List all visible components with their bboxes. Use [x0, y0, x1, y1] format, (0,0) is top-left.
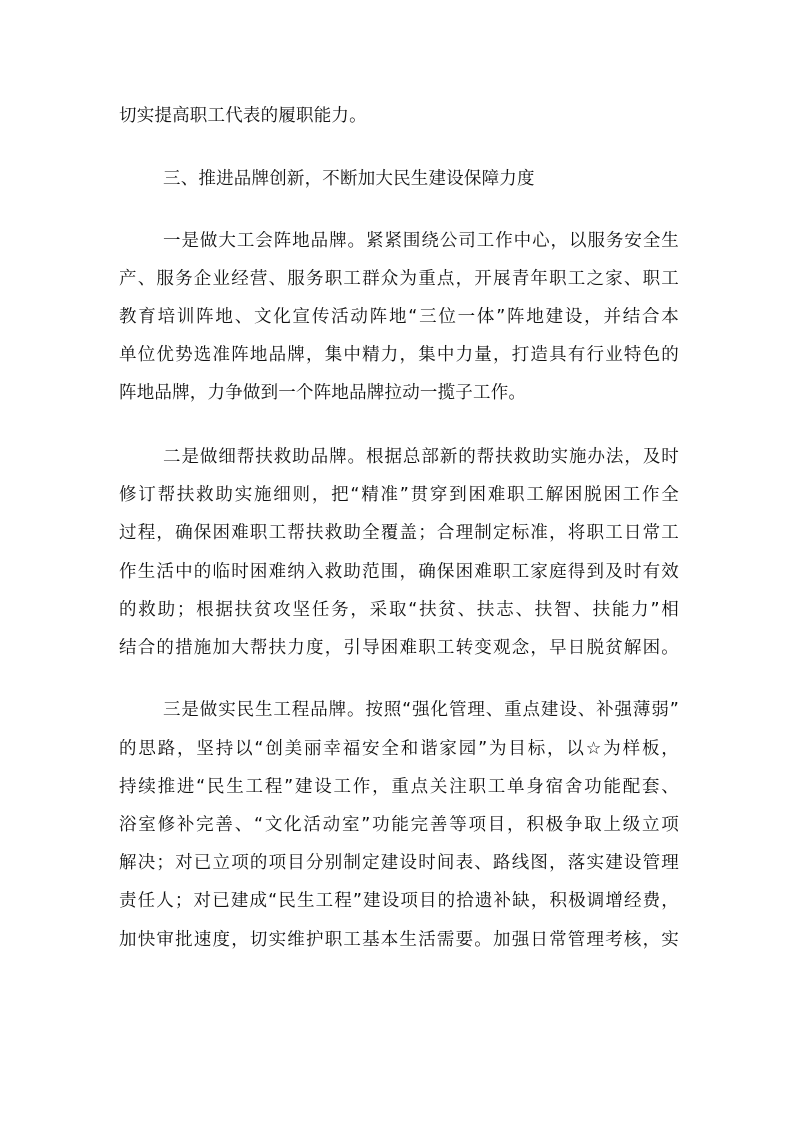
paragraph-line: 切实提高职工代表的履职能力。: [119, 106, 367, 126]
paragraph-line: 教育培训阵地、文化宣传活动阵地“三位一体”阵地建设，并结合本: [119, 307, 679, 327]
paragraph-line: 的思路，坚持以“创美丽幸福安全和谐家园”为目标，以☆为样板，: [119, 739, 679, 759]
paragraph-line: 的救助；根据扶贫攻坚任务，采取“扶贫、扶志、扶智、扶能力”相: [119, 600, 679, 620]
paragraph-line: 一是做大工会阵地品牌。紧紧围绕公司工作中心，以服务安全生: [163, 231, 679, 251]
paragraph-line: 二是做细帮扶救助品牌。根据总部新的帮扶救助实施办法，及时: [163, 447, 679, 467]
paragraph-line: 浴室修补完善、“文化活动室”功能完善等项目，积极争取上级立项: [119, 815, 679, 835]
paragraph-line: 加快审批速度，切实维护职工基本生活需要。加强日常管理考核，实: [119, 930, 679, 950]
paragraph-line: 修订帮扶救助实施细则，把“精准”贯穿到困难职工解困脱困工作全: [119, 485, 679, 505]
paragraph-line: 结合的措施加大帮扶力度，引导困难职工转变观念，早日脱贫解困。: [119, 638, 679, 658]
paragraph-line: 过程，确保困难职工帮扶救助全覆盖；合理制定标准，将职工日常工: [119, 523, 679, 543]
paragraph-line: 产、服务企业经营、服务职工群众为重点，开展青年职工之家、职工: [119, 269, 679, 289]
paragraph-line: 持续推进“民生工程”建设工作，重点关注职工单身宿舍功能配套、: [119, 777, 679, 797]
paragraph-line: 阵地品牌，力争做到一个阵地品牌拉动一揽子工作。: [119, 383, 527, 403]
paragraph-line: 三是做实民生工程品牌。按照“强化管理、重点建设、补强薄弱”: [163, 700, 679, 720]
paragraph-line: 作生活中的临时困难纳入救助范围，确保困难职工家庭得到及时有效: [119, 562, 679, 582]
section-heading: 三、推进品牌创新，不断加大民生建设保障力度: [163, 169, 535, 189]
paragraph-line: 责任人；对已建成“民生工程”建设项目的拾遗补缺，积极调增经费，: [119, 891, 679, 911]
paragraph-line: 单位优势选准阵地品牌，集中精力，集中力量，打造具有行业特色的: [119, 345, 679, 365]
paragraph-line: 解决；对已立项的项目分别制定建设时间表、路线图，落实建设管理: [119, 853, 679, 873]
